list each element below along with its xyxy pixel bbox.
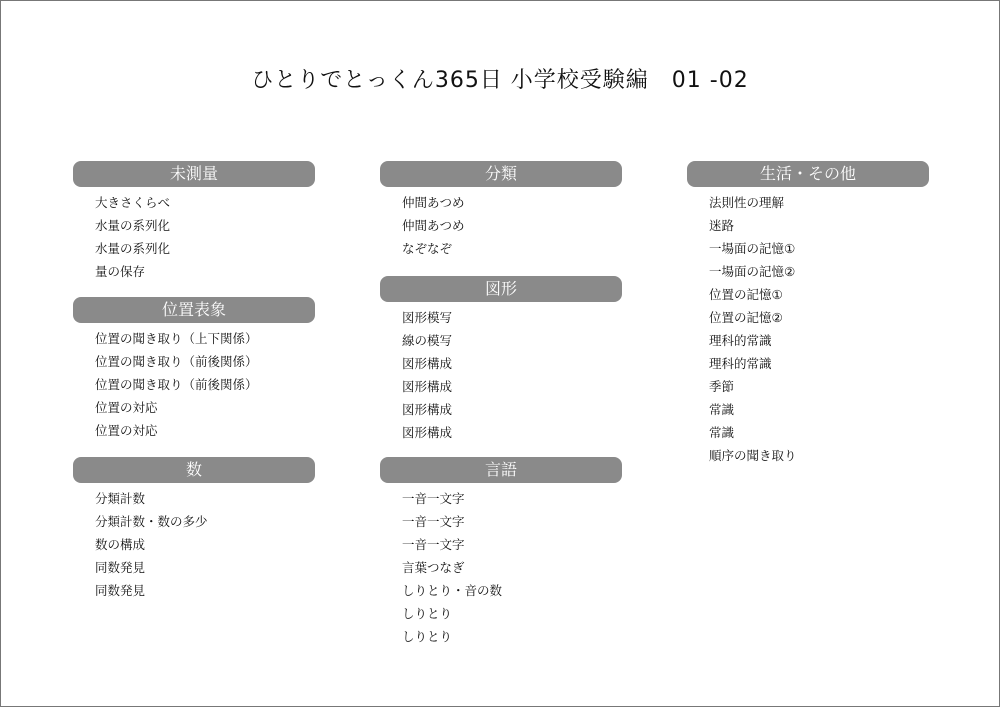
section-header: 未測量 [73,161,315,187]
list-item: 位置の記憶② [709,310,783,325]
list-item: 理科的常識 [709,333,772,348]
list-item: 量の保存 [95,264,146,279]
list-item: 法則性の理解 [709,195,785,210]
item-list [380,187,622,260]
item-list [73,187,315,283]
item-list [687,187,929,467]
list-item: 一音一文字 [402,491,465,506]
list-item: しりとり・音の数 [402,583,503,598]
section-zukei [380,276,622,444]
list-item: 常識 [709,425,735,440]
list-item: 迷路 [709,218,735,233]
list-item: 図形構成 [402,356,453,371]
list-item: 図形構成 [402,425,453,440]
list-item: 水量の系列化 [95,218,171,233]
list-item: 位置の聞き取り（前後関係） [95,377,258,392]
page-title: ひとりでとっくん365日 小学校受験編 01 -02 [251,68,749,93]
section-ichi-hyosho [73,297,315,442]
list-item: 水量の系列化 [95,241,171,256]
item-list [380,483,622,648]
section-kazu [73,457,315,602]
section-header: 言語 [380,457,622,483]
list-item: 線の模写 [402,333,453,348]
list-item: 図形構成 [402,402,453,417]
section-header: 生活・その他 [687,161,929,187]
list-item: 図形構成 [402,379,453,394]
list-item: なぞなぞ [402,241,453,256]
section-header: 数 [73,457,315,483]
item-list [380,302,622,444]
item-list [73,323,315,442]
list-item: 分類計数・数の多少 [95,514,208,529]
section-gengo [380,457,622,648]
list-item: 常識 [709,402,735,417]
list-item: 位置の対応 [95,400,158,415]
section-mi-sokuryo [73,161,315,283]
list-item: 仲間あつめ [402,195,465,210]
list-item: 理科的常識 [709,356,772,371]
list-item: 順序の聞き取り [709,448,797,463]
list-item: しりとり [402,606,453,621]
list-item: 一場面の記憶① [709,241,796,256]
section-bunrui [380,161,622,260]
list-item: 同数発見 [95,560,146,575]
section-header: 図形 [380,276,622,302]
list-item: 位置の記憶① [709,287,783,302]
section-header: 分類 [380,161,622,187]
list-item: 位置の聞き取り（上下関係） [95,331,258,346]
list-item: 大きさくらべ [95,195,171,210]
list-item: しりとり [402,629,453,644]
item-list [73,483,315,602]
section-header: 位置表象 [73,297,315,323]
list-item: 言葉つなぎ [402,560,465,575]
list-item: 一音一文字 [402,514,465,529]
list-item: 分類計数 [95,491,146,506]
list-item: 図形模写 [402,310,453,325]
list-item: 一音一文字 [402,537,465,552]
section-seikatsu-sonota [687,161,929,467]
list-item: 仲間あつめ [402,218,465,233]
list-item: 位置の対応 [95,423,158,438]
list-item: 位置の聞き取り（前後関係） [95,354,258,369]
list-item: 一場面の記憶② [709,264,796,279]
list-item: 季節 [709,379,735,394]
list-item: 同数発見 [95,583,146,598]
list-item: 数の構成 [95,537,146,552]
